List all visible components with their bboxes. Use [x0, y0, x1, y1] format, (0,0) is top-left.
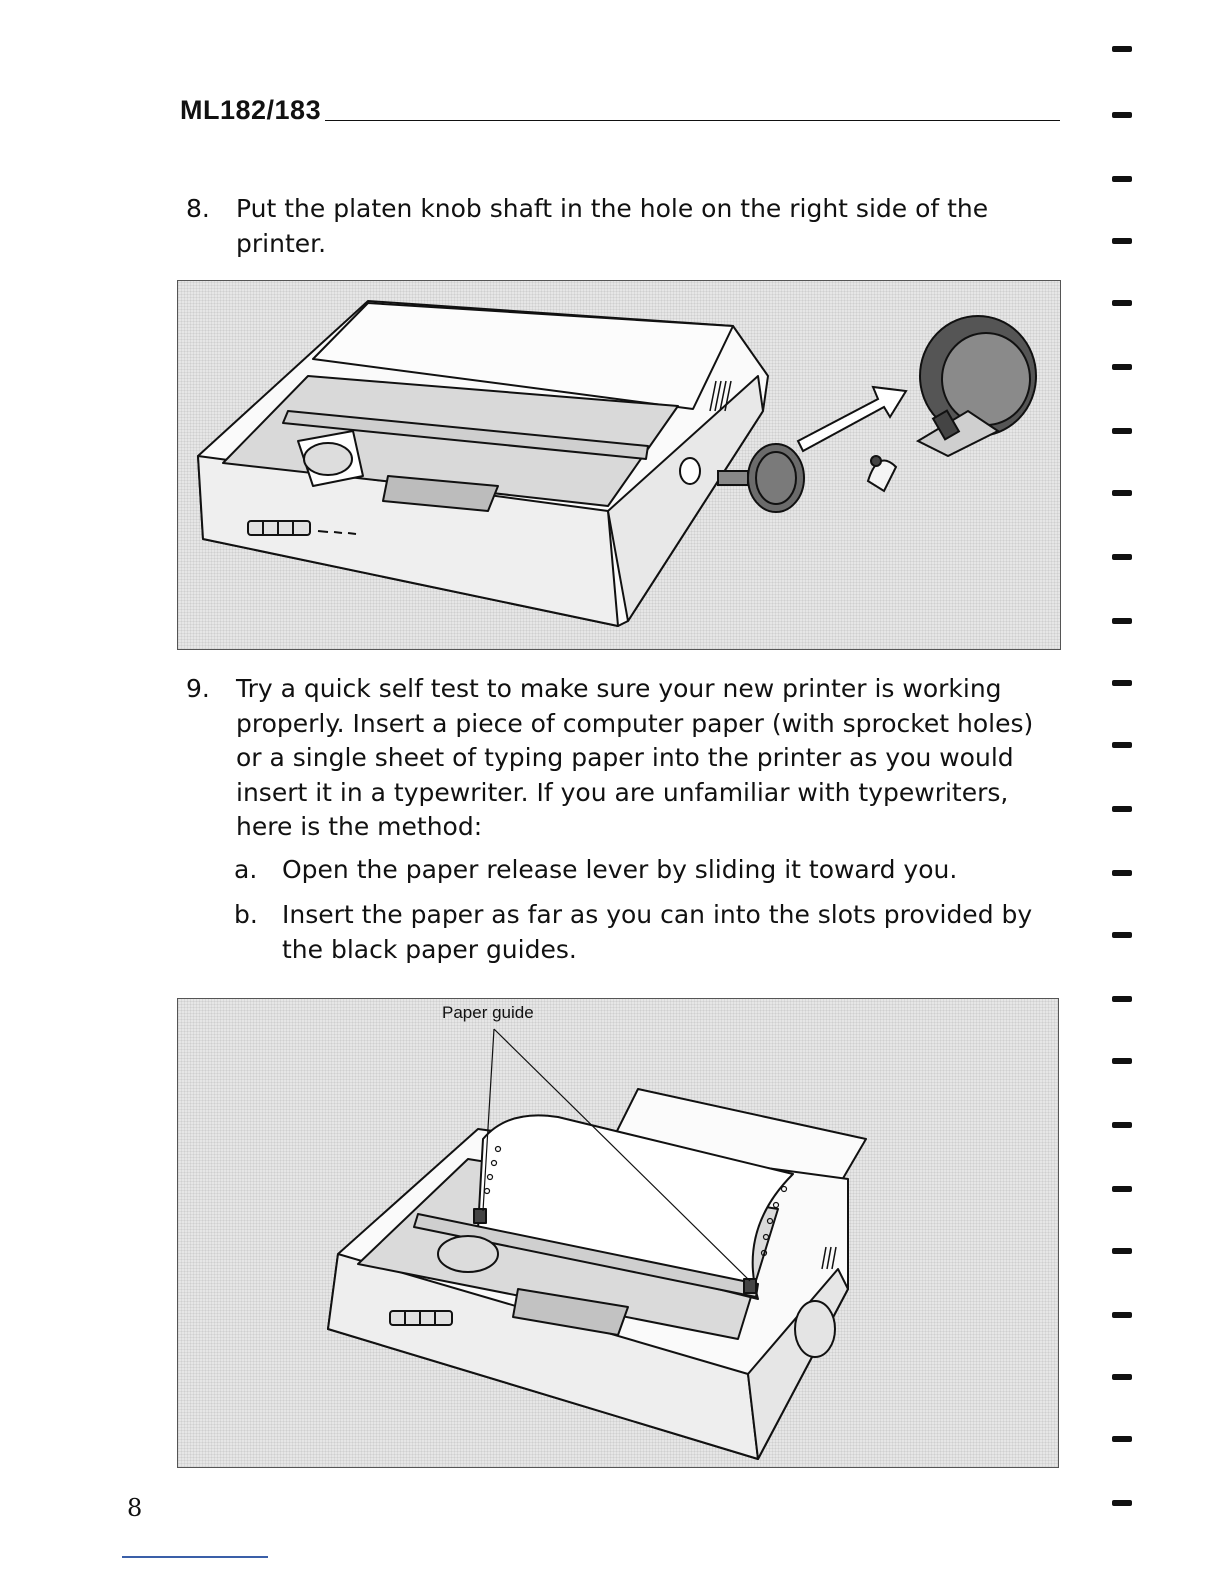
page-number: 8 [127, 1494, 143, 1522]
printer-paper-illustration [178, 999, 1060, 1469]
margin-mark [1112, 996, 1132, 1002]
step-text-line: or a single sheet of typing paper into the printer as you would [236, 743, 1014, 772]
margin-mark [1112, 46, 1132, 52]
substep-letter: a. [234, 855, 258, 884]
step-text-line: insert it in a typewriter. If you are unfamiliar with typewriters, [236, 777, 1009, 807]
substep-letter: b. [234, 900, 258, 929]
margin-mark [1112, 554, 1132, 560]
step-text-line: Try a quick self test to make sure your new printer is working [236, 674, 1002, 703]
margin-mark [1112, 238, 1132, 244]
paper-guide-callout: Paper guide [442, 1003, 534, 1022]
margin-mark [1112, 1312, 1132, 1318]
margin-mark [1112, 490, 1132, 496]
figure-platen-knob [177, 280, 1061, 650]
page-header [180, 90, 1060, 124]
scan-margin-marks [1100, 0, 1140, 1584]
margin-mark [1112, 428, 1132, 434]
step-number: 8. [186, 194, 210, 223]
substep-b [234, 898, 1064, 968]
margin-mark [1112, 364, 1132, 370]
margin-mark [1112, 112, 1132, 118]
step-text-line: printer. [236, 228, 327, 258]
margin-mark [1112, 680, 1132, 686]
printer-illustration [178, 281, 1062, 651]
step-text-line: properly. Insert a piece of computer paper (with sprocket holes) [236, 708, 1034, 738]
margin-mark [1112, 1058, 1132, 1064]
header-rule [325, 120, 1060, 121]
margin-mark [1112, 1186, 1132, 1192]
figure-paper-guide [177, 998, 1059, 1468]
substep-text-line: the black paper guides. [282, 934, 577, 964]
step-text-line: here is the method: [236, 812, 483, 841]
margin-mark [1112, 870, 1132, 876]
margin-mark [1112, 742, 1132, 748]
margin-mark [1112, 618, 1132, 624]
footer-rule [122, 1556, 268, 1558]
margin-mark [1112, 1122, 1132, 1128]
step-text-line: Put the platen knob shaft in the hole on the right side of the [236, 194, 989, 223]
margin-mark [1112, 932, 1132, 938]
step-9 [186, 672, 1066, 847]
manual-title: ML182/183 [180, 95, 322, 125]
substep-text-line: Open the paper release lever by sliding it toward you. [282, 855, 958, 884]
margin-mark [1112, 1500, 1132, 1506]
margin-mark [1112, 806, 1132, 812]
margin-mark [1112, 1436, 1132, 1442]
margin-mark [1112, 1374, 1132, 1380]
step-8 [186, 192, 1066, 262]
margin-mark [1112, 300, 1132, 306]
substep-text-line: Insert the paper as far as you can into the slots provided by [282, 900, 1033, 929]
step-number: 9. [186, 674, 210, 703]
substep-a [234, 853, 1064, 889]
margin-mark [1112, 176, 1132, 182]
margin-mark [1112, 1248, 1132, 1254]
